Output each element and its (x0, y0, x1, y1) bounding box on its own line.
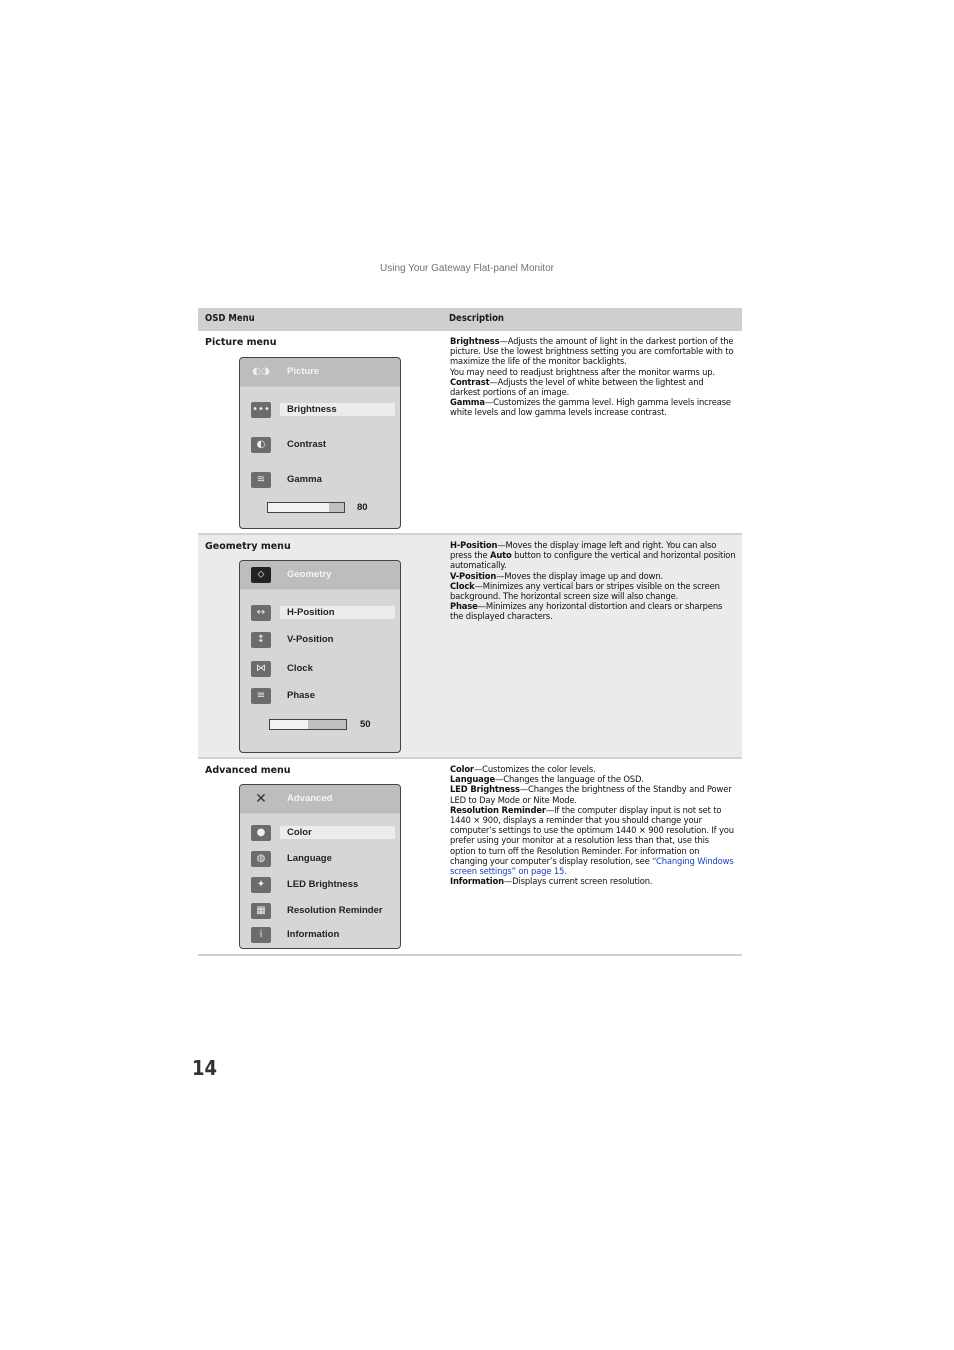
led-icon: ✦ (251, 877, 271, 893)
osd-item-brightness[interactable] (240, 402, 400, 418)
osd-item-label: V-Position (287, 634, 334, 645)
term: Contrast (450, 376, 490, 387)
row-label: Geometry menu (205, 541, 291, 552)
picture-osd-panel (239, 357, 401, 529)
table-row-picture (198, 331, 742, 535)
tools-icon: ✕ (255, 791, 267, 807)
osd-title: Geometry (287, 569, 332, 580)
osd-item-label: Resolution Reminder (287, 905, 383, 916)
osd-item-information[interactable] (240, 927, 400, 943)
osd-item-phase[interactable] (240, 688, 400, 704)
osd-item-label: Phase (287, 690, 315, 701)
term: Language (450, 774, 496, 785)
brightness-slider[interactable] (267, 502, 345, 513)
term-text: —Adjusts the amount of light in the darkest portion of the picture. Use the lowest brightness setting you are comfortable with to maximize the life of the monitor backlights. (450, 336, 734, 367)
term-text: —Minimizes any vertical bars or stripes visible on the screen background. The horizontal screen size will also change. (450, 580, 720, 602)
term: Brightness (450, 336, 500, 346)
note-text: You may need to readjust brightness after the monitor warms up. (450, 366, 715, 377)
osd-item-label: Gamma (287, 474, 322, 485)
term-text: —If the computer display input is not set to 1440 × 900, displays a reminder that you should change your computer’s settings to use the optimum 1440 × 900 resolution. If you prefer using your monitor at a resolution less than that, use this option to turn off the Resolution Reminder. For information on changing your computer’s display resolution, see (450, 804, 734, 866)
header-osd-menu: OSD Menu (205, 313, 255, 324)
table-header (198, 308, 742, 331)
row-label: Picture menu (205, 337, 277, 348)
osd-item-label: H-Position (287, 607, 335, 618)
resolution-icon: ▦ (251, 903, 271, 919)
term-text: —Adjusts the level of white between the lightest and darkest portions of an image. (450, 376, 704, 398)
osd-item-label: Color (287, 827, 312, 838)
slider-value: 80 (357, 502, 368, 513)
h-position-slider[interactable] (269, 719, 347, 730)
osd-item-label: LED Brightness (287, 879, 359, 890)
term: H-Position (450, 540, 498, 550)
term-text: —Changes the brightness of the Standby and Power LED to Day Mode or Nite Mode. (450, 784, 732, 805)
clock-icon: ⋈ (251, 661, 271, 677)
term-text: —Minimizes any horizontal distortion and clears or sharpens the displayed characters. (450, 601, 723, 622)
term: LED Brightness (450, 784, 520, 795)
term: Auto (490, 550, 512, 561)
term: Resolution Reminder (450, 804, 546, 815)
contrast-icon: ◐ (251, 437, 271, 453)
geometry-description (450, 540, 736, 622)
osd-header (240, 785, 400, 814)
term: Information (450, 876, 504, 887)
osd-item-label: Clock (287, 663, 313, 674)
v-position-icon: ↕ (251, 632, 271, 648)
page-number: 14 (192, 1056, 218, 1080)
phase-icon: ≡ (251, 688, 271, 704)
geometry-osd-panel (239, 560, 401, 753)
osd-header (240, 561, 400, 590)
term-text: —Customizes the color levels. (473, 764, 596, 774)
osd-item-gamma[interactable] (240, 472, 400, 488)
osd-title: Advanced (287, 793, 333, 804)
term: Clock (450, 580, 475, 591)
osd-item-color[interactable] (240, 825, 400, 841)
picture-description (450, 336, 736, 418)
osd-item-led-brightness[interactable] (240, 877, 400, 893)
advanced-osd-panel (239, 784, 401, 949)
slider-fill (268, 503, 329, 512)
osd-item-v-position[interactable] (240, 632, 400, 648)
color-icon: ● (251, 825, 271, 841)
picture-icon: ◐◑ (252, 366, 270, 377)
term: V-Position (450, 570, 497, 581)
term-text: . (564, 866, 567, 877)
term-text: —Moves the display image left and right. You can also press the (450, 540, 717, 561)
brightness-icon: ••• (251, 402, 271, 418)
term: Phase (450, 601, 478, 612)
term-text: —Displays current screen resolution. (503, 876, 653, 887)
osd-item-h-position[interactable] (240, 605, 400, 621)
cross-reference-link[interactable]: “Changing Windows screen settings” on page 15 (450, 855, 734, 877)
term-text: —Moves the display image up and down. (496, 570, 664, 581)
term: Gamma (450, 397, 485, 408)
table-row-advanced (198, 759, 742, 956)
osd-item-language[interactable] (240, 851, 400, 867)
osd-item-label: Contrast (287, 439, 327, 450)
osd-item-contrast[interactable] (240, 437, 400, 453)
osd-item-label: Language (287, 853, 332, 864)
osd-header (240, 358, 400, 387)
table-row-geometry (198, 535, 742, 759)
term-text: —Customizes the gamma level. High gamma levels increase white levels and low gamma levels increase contrast. (450, 397, 731, 418)
term-text: button to configure the vertical and horizontal position automatically. (450, 550, 736, 571)
header-description: Description (449, 313, 504, 324)
advanced-description (450, 764, 736, 886)
osd-menu-table (198, 308, 742, 956)
slider-value: 50 (360, 719, 371, 730)
osd-item-clock[interactable] (240, 661, 400, 677)
slider-fill (270, 720, 308, 729)
osd-item-resolution-reminder[interactable] (240, 903, 400, 919)
gamma-icon: ≋ (251, 472, 271, 488)
term-text: —Changes the language of the OSD. (495, 774, 644, 785)
osd-item-label: Brightness (287, 404, 337, 415)
running-head: Using Your Gateway Flat-panel Monitor (380, 263, 554, 274)
term: Color (450, 764, 474, 774)
globe-icon: ◍ (251, 851, 271, 867)
osd-item-label: Information (287, 929, 340, 940)
osd-title: Picture (287, 366, 320, 377)
row-label: Advanced menu (205, 765, 291, 776)
info-icon: i (251, 927, 271, 943)
geometry-icon: ⬦ (251, 567, 271, 583)
h-position-icon: ↔ (251, 605, 271, 621)
